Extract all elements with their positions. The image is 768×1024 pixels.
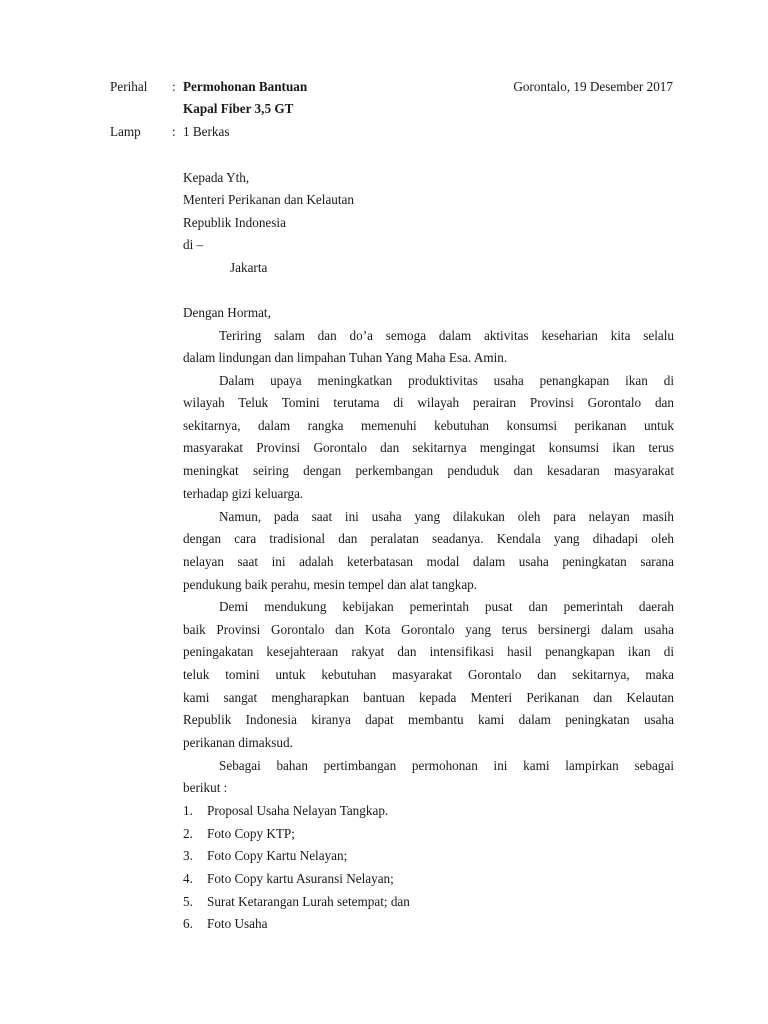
paragraph-4-line: Demi mendukung kebijakan pemerintah pusat dan pemerintah daerah [219,599,674,614]
list-item-number: 3. [183,848,193,863]
paragraph-3-line: pendukung baik perahu, mesin tempel dan alat tangkap. [183,577,478,592]
paragraph-5-line: berikut : [183,780,228,795]
paragraph-4-line: peningakatan kesejahteraan rakyat dan intensifikasi hasil penangkapan ikan di [183,644,674,659]
paragraph-2-line: terhadap gizi keluarga. [183,486,304,501]
paragraph-5-line: Sebagai bahan pertimbangan permohonan ini kami lampirkan sebagai [219,758,674,773]
paragraph-3-line: nelayan saat ini adalah keterbatasan modal dalam usaha peningkatan sarana [183,554,674,569]
paragraph-2-line: meningkat seiring dengan perkembangan penduduk dan kesadaran masyarakat [183,463,674,478]
recipient-title: Menteri Perikanan dan Kelautan [183,192,355,207]
list-item-number: 6. [183,916,193,931]
list-item: Foto Copy Kartu Nelayan; [207,848,348,863]
paragraph-4-line: Republik Indonesia kiranya dapat membantu kami dalam peningkatan usaha [183,712,674,727]
paragraph-1-line: Teriring salam dan do’a semoga dalam aktivitas keseharian kita selalu [219,328,674,343]
paragraph-3-line: Namun, pada saat ini usaha yang dilakukan oleh para nelayan masih [219,509,674,524]
list-item: Proposal Usaha Nelayan Tangkap. [207,803,389,818]
lamp-label: Lamp [110,124,141,139]
paragraph-4-line: teluk tomini untuk kebutuhan masyarakat Gorontalo dan sekitarnya, maka [183,667,674,682]
paragraph-1-line: dalam lindungan dan limpahan Tuhan Yang Maha Esa. Amin. [183,350,508,365]
paragraph-4-line: kami sangat mengharapkan bantuan kepada Menteri Perikanan dan Kelautan [183,690,674,705]
paragraph-2-line: Dalam upaya meningkatkan produktivitas usaha penangkapan ikan di [219,373,674,388]
paragraph-4-line: baik Provinsi Gorontalo dan Kota Gorontalo yang terus bersinergi dalam usaha [183,622,674,637]
lamp-value: 1 Berkas [183,124,230,139]
list-item-number: 4. [183,871,193,886]
list-item-number: 1. [183,803,193,818]
perihal-subject-line1: Permohonan Bantuan [183,79,308,94]
paragraph-2-line: masyarakat Provinsi Gorontalo dan sekitarnya mengingat konsumsi ikan terus [183,440,674,455]
list-item: Foto Usaha [207,916,268,931]
list-item: Foto Copy KTP; [207,826,295,841]
list-item-number: 2. [183,826,193,841]
paragraph-4-line: perikanan dimaksud. [183,735,293,750]
list-item-number: 5. [183,894,193,909]
perihal-subject-line2: Kapal Fiber 3,5 GT [183,101,294,116]
list-item: Surat Ketarangan Lurah setempat; dan [207,894,410,909]
place-date: Gorontalo, 19 Desember 2017 [513,79,673,94]
paragraph-3-line: dengan cara tradisional dan peralatan seadanya. Kendala yang dihadapi oleh [183,531,674,546]
recipient-greeting: Kepada Yth, [183,170,250,185]
perihal-label: Perihal [110,79,148,94]
list-item: Foto Copy kartu Asuransi Nelayan; [207,871,394,886]
recipient-city: Jakarta [230,260,268,275]
paragraph-2-line: sekitarnya, dalam rangka memenuhi kebutuhan konsumsi perikanan untuk [183,418,674,433]
lamp-colon: : [172,124,176,139]
recipient-di: di – [183,237,204,252]
salutation: Dengan Hormat, [183,305,271,320]
paragraph-2-line: wilayah Teluk Tomini terutama di wilayah perairan Provinsi Gorontalo dan [183,395,674,410]
perihal-colon: : [172,79,176,94]
recipient-country: Republik Indonesia [183,215,286,230]
